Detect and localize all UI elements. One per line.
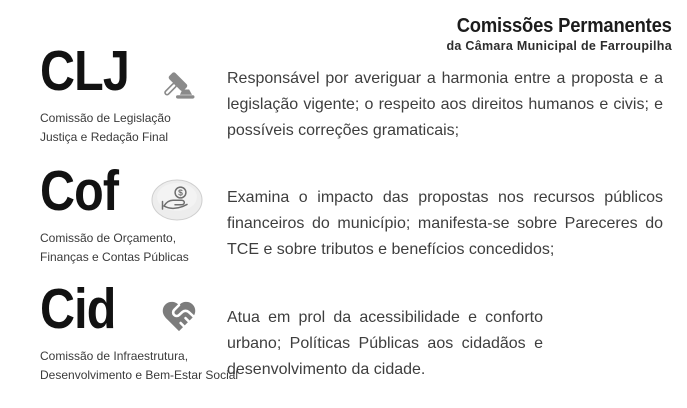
description-line: desenvolvimento da cidade. (227, 361, 426, 378)
committee-name-cid (40, 347, 239, 385)
description-line: Examina o impacto das propostas nos recursos públicos (227, 189, 663, 206)
heart-handshake-icon (157, 297, 201, 336)
description-line: Atua em prol da acessibilidade e conforto (227, 309, 543, 326)
committee-name-line: Desenvolvimento e Bem-Estar Social (40, 367, 239, 382)
acronym-cid: Cid (40, 277, 116, 341)
description-line: urbano; Políticas Públicas aos cidadãos e (227, 335, 543, 352)
acronym-cof: Cof (40, 159, 119, 223)
section-cid-left-column (40, 277, 239, 385)
description-clj (227, 66, 663, 144)
description-line: Responsável por averiguar a harmonia entre a proposta e a (227, 70, 663, 87)
description-line: financeiros do município; manifesta-se sobre Pareceres do (227, 215, 663, 232)
description-line: TCE e sobre tributos e benefícios concedidos; (227, 241, 555, 258)
page-header (438, 14, 672, 53)
committee-name-line: Justiça e Redação Final (40, 129, 169, 144)
committee-name-line: Comissão de Orçamento, (40, 230, 177, 245)
committee-name-line: Comissão de Infraestrutura, (40, 348, 189, 363)
page-title: Comissões Permanentes (457, 15, 672, 37)
committee-name-clj (40, 109, 230, 147)
gavel-icon (157, 71, 197, 104)
description-line: legislação vigente; o respeito aos direitos humanos e civis; e (227, 96, 663, 113)
description-cof (227, 185, 663, 263)
committee-name-line: Finanças e Contas Públicas (40, 249, 189, 264)
description-cid (227, 305, 543, 383)
acronym-clj: CLJ (40, 39, 129, 103)
description-line: possíveis correções gramaticais; (227, 122, 460, 139)
committee-name-line: Comissão de Legislação (40, 110, 171, 125)
svg-text:$: $ (178, 187, 183, 198)
money-hand-icon (151, 179, 203, 221)
page-subtitle: da Câmara Municipal de Farroupilha (446, 39, 672, 53)
committee-name-cof (40, 229, 230, 267)
section-clj-left-column (40, 39, 230, 147)
